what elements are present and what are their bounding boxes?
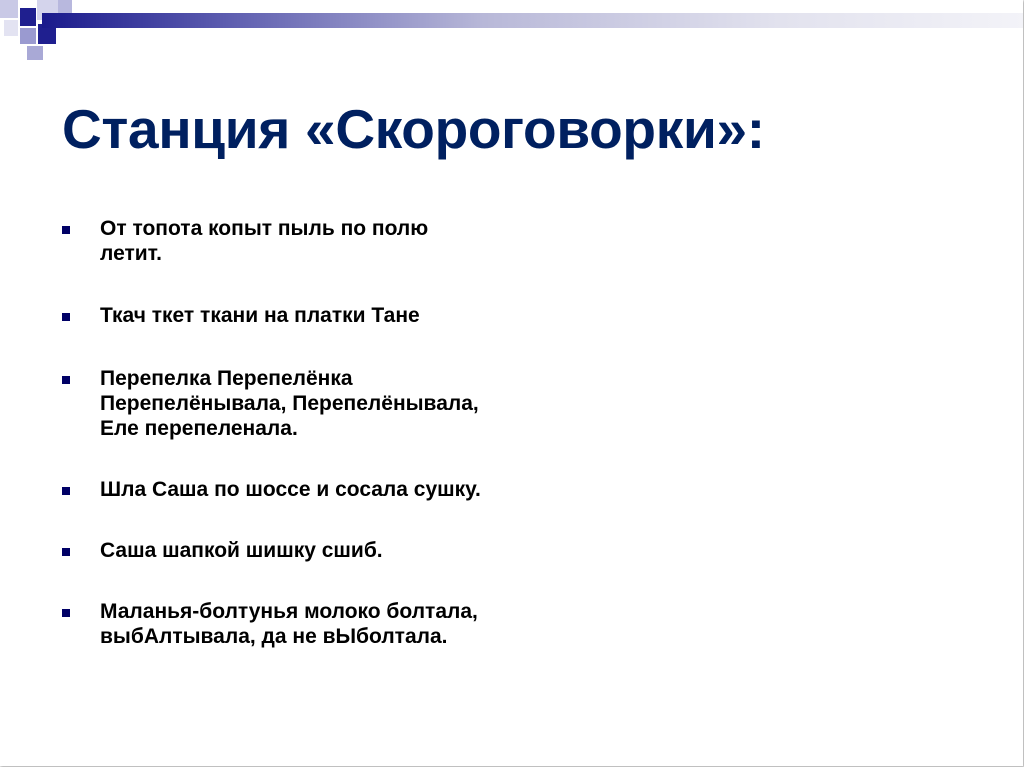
decor-square (20, 8, 36, 26)
bullet-line: Перепелёнывала, Перепелёнывала, (100, 392, 479, 415)
bullet-line: выбАлтывала, да не вЫболтала. (100, 625, 448, 648)
square-bullet-icon (62, 487, 70, 495)
bullet-line: Шла Саша по шоссе и сосала сушку. (100, 478, 481, 501)
square-bullet-icon (62, 376, 70, 384)
square-bullet-icon (62, 609, 70, 617)
bullet-text (100, 599, 620, 649)
decor-square (27, 46, 43, 60)
bullet-text (100, 366, 620, 441)
square-bullet-icon (62, 226, 70, 234)
bullet-line: летит. (100, 242, 162, 265)
decor-square (58, 0, 72, 14)
decor-square (20, 28, 36, 44)
square-bullet-icon (62, 313, 70, 321)
bullet-line: Перепелка Перепелёнка (100, 367, 353, 390)
bullet-line: Саша шапкой шишку сшиб. (100, 539, 383, 562)
corner-squares-decoration (0, 0, 80, 62)
bullet-line: От топота копыт пыль по полю (100, 217, 429, 240)
header-gradient-bar (42, 13, 1023, 28)
bullet-text (100, 538, 620, 563)
bullet-text (100, 477, 620, 502)
bullet-line: Еле перепеленала. (100, 417, 298, 440)
bullet-line: Маланья-болтунья молоко болтала, (100, 600, 478, 623)
bullet-line: Ткач ткет ткани на платки Тане (100, 304, 420, 327)
bullet-text (100, 216, 620, 266)
square-bullet-icon (62, 548, 70, 556)
slide-title: Станция «Скороговорки»: (62, 98, 765, 160)
bullet-text (100, 303, 620, 328)
decor-square (0, 0, 18, 18)
decor-square (4, 20, 18, 36)
